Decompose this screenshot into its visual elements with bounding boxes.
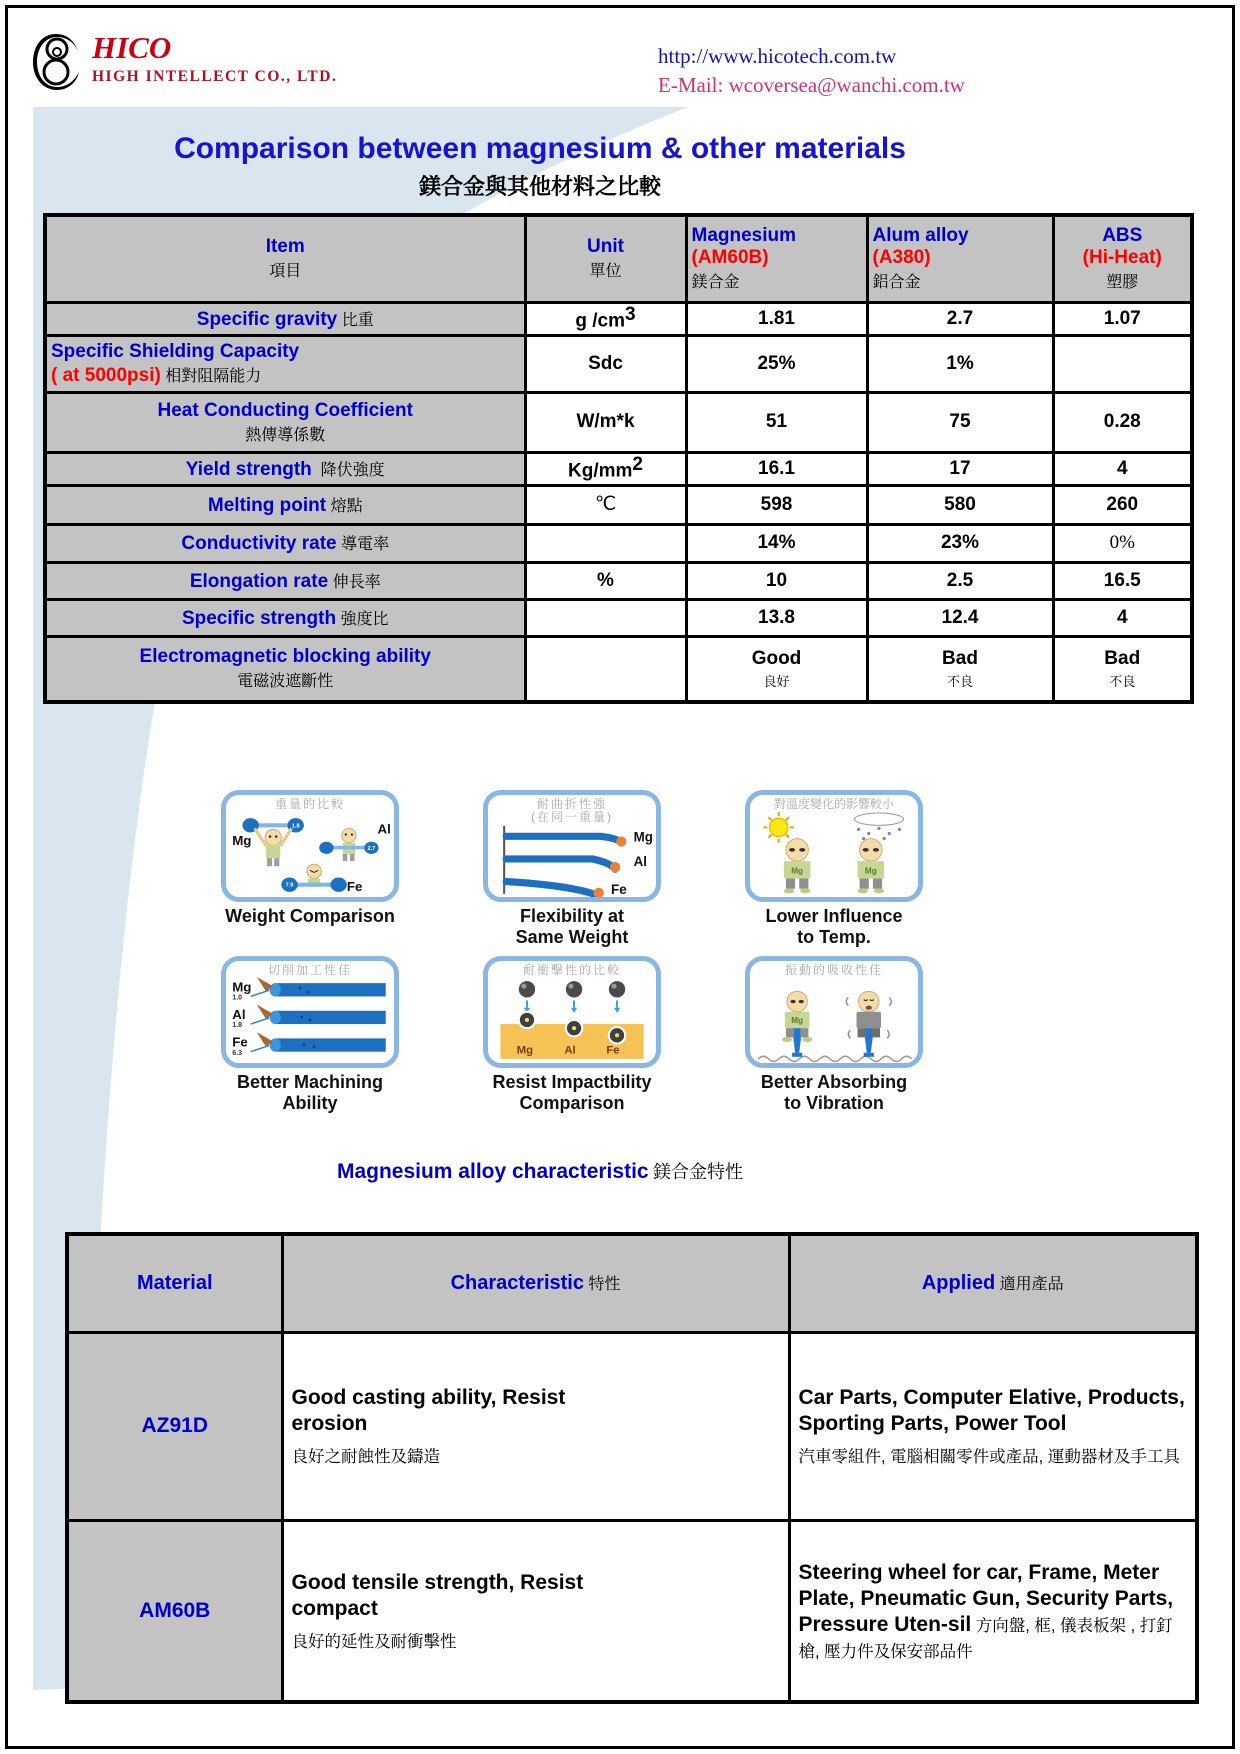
header-material: Material (67, 1234, 282, 1332)
website-link[interactable]: http://www.hicotech.com.tw (658, 44, 897, 68)
svg-text:Al: Al (377, 821, 391, 837)
row-specific-gravity: Specific gravity 比重 g $/cm^3$ 1.81 2.7 1.07 (45, 302, 1192, 335)
applied-cell: Car Parts, Computer Elative, Products, Sporting Parts, Power Tool 汽車零組件, 電腦相關零件或產品, 運動器材及手工具 (789, 1332, 1197, 1520)
row-specific-strength: Specific strength 強度比 13.8 12.4 4 (45, 599, 1192, 636)
email-link[interactable]: E-Mail: wcoversea@wanchi.com.tw (658, 73, 965, 97)
row-yield-strength: Yield strength 降伏強度 $Kg/mm^2$ 16.1 17 4 (45, 452, 1192, 485)
svg-text:Mg: Mg (864, 866, 877, 876)
logo-subtitle: HIGH INTELLECT CO., LTD. (92, 68, 338, 85)
svg-text:6.3: 6.3 (232, 1048, 243, 1057)
impact-resist-illustration (489, 977, 655, 1065)
svg-text:Fe: Fe (346, 878, 363, 894)
panel-caption-2: Comparison (519, 1093, 625, 1113)
svg-text:Mg: Mg (516, 1044, 534, 1057)
panel-impact-resist (467, 956, 677, 1114)
panel-caption: Better Machining (236, 1072, 383, 1092)
header-unit: Unit 單位 (525, 215, 686, 302)
panel-title-zh: 重量的比較 (274, 797, 345, 811)
svg-text:Mg: Mg (791, 1016, 804, 1026)
comparison-table (43, 213, 1194, 704)
row-heat-conducting: Heat Conducting Coefficient 熱傳導係數 W/m*k 51 75 0.28 (45, 392, 1192, 452)
svg-text:1.0: 1.0 (232, 993, 243, 1002)
material-name: AZ91D (67, 1332, 282, 1520)
company-logo (30, 32, 337, 92)
svg-text:Mg: Mg (232, 979, 252, 995)
hico-logo-icon (30, 32, 82, 92)
temp-influence-illustration (751, 811, 917, 899)
row-shielding-capacity: Specific Shielding Capacity ( at 5000psi) 相對阻隔能力 Sdc 25% 1% (45, 335, 1192, 392)
svg-text:Mg: Mg (232, 832, 252, 848)
panel-title-zh-2: (在同一重量) (531, 810, 613, 824)
header-abs: ABS (Hi-Heat) 塑膠 (1053, 215, 1192, 302)
svg-text:1.8: 1.8 (232, 1021, 243, 1030)
page-subtitle-zh: 鎂合金與其他材料之比較 (418, 174, 661, 199)
page-title: Comparison between magnesium & other materials (174, 132, 906, 165)
header-magnesium: Magnesium (AM60B) 鎂合金 (686, 215, 867, 302)
panel-caption: Better Absorbing (760, 1072, 908, 1092)
characteristic-cell: Good casting ability, Resist erosion 良好之耐蝕性及鑄造 (282, 1332, 789, 1520)
section-heading (0, 1158, 1080, 1184)
panel-caption: Flexibility at (519, 906, 625, 926)
svg-text:Al: Al (633, 854, 648, 870)
svg-text:Mg: Mg (633, 829, 653, 845)
contact-block (658, 42, 965, 100)
panel-weight-comparison (205, 790, 415, 948)
illustration-grid (205, 790, 975, 1114)
svg-text:1.8: 1.8 (291, 823, 300, 830)
logo-name: HICO (92, 30, 172, 65)
row-melting-point: Melting point 熔點 ℃ 598 580 260 (45, 485, 1192, 524)
panel-vibration-absorbing (729, 956, 939, 1114)
panel-temp-influence (729, 790, 939, 948)
weight-comparison-illustration (227, 811, 393, 899)
row-elongation-rate: Elongation rate 伸長率 % 10 2.5 16.5 (45, 562, 1192, 599)
panel-flexibility (467, 790, 677, 948)
panel-machining (205, 956, 415, 1114)
header-applied: Applied 適用產品 (789, 1234, 1197, 1332)
svg-text:2.7: 2.7 (367, 845, 376, 852)
panel-title-zh: 振動的吸收性佳 (784, 963, 883, 977)
panel-title-zh: 切削加工性佳 (267, 963, 352, 977)
panel-title-zh: 耐曲折性強 (536, 797, 607, 811)
header-alum-alloy: Alum alloy (A380) 鋁合金 (867, 215, 1053, 302)
flexibility-illustration (489, 824, 655, 898)
panel-caption-2: Same Weight (515, 927, 629, 947)
panel-caption-2: Ability (282, 1093, 338, 1113)
alloy-row-am60b (67, 1520, 1197, 1702)
alloy-table (65, 1232, 1199, 1704)
alloy-table-header-row (67, 1234, 1197, 1332)
material-name: AM60B (67, 1520, 282, 1702)
svg-text:Mg: Mg (791, 866, 804, 876)
characteristic-cell: Good tensile strength, Resist compact 良好的延性及耐衝擊性 (282, 1520, 789, 1702)
machining-illustration (227, 977, 393, 1065)
alloy-row-az91d (67, 1332, 1197, 1520)
panel-caption: Lower Influence (765, 906, 903, 926)
comparison-table-header-row (45, 215, 1192, 302)
svg-text:Fe: Fe (611, 881, 627, 897)
vibration-absorbing-illustration (751, 977, 917, 1065)
svg-text:7.9: 7.9 (285, 882, 294, 889)
section-heading-zh: 鎂合金特性 (653, 1162, 744, 1182)
panel-caption-2: to Temp. (797, 927, 871, 947)
panel-title-zh: 耐衝擊性的比較 (522, 963, 621, 977)
header-item: Item 項目 (45, 215, 525, 302)
svg-text:Fe: Fe (606, 1044, 620, 1057)
section-heading-en: Magnesium alloy characteristic (336, 1160, 649, 1183)
panel-caption: Resist Impactbility (492, 1072, 652, 1092)
panel-caption-2: to Vibration (784, 1093, 884, 1113)
svg-text:Al: Al (232, 1006, 246, 1022)
svg-text:Al: Al (564, 1044, 576, 1057)
applied-cell: Steering wheel for car, Frame, Meter Plate, Pneumatic Gun, Security Parts, Pressure Uten-sil 方向盤, 框, 儀表板架 , 打釘槍, 壓力件及保安部品件 (789, 1520, 1197, 1702)
row-conductivity-rate: Conductivity rate 導電率 14% 23% 0% (45, 524, 1192, 562)
panel-caption: Weight Comparison (225, 906, 395, 926)
svg-text:Fe: Fe (232, 1034, 248, 1050)
row-electromagnetic-blocking: Electromagnetic blocking ability 電磁波遮斷性 Good 良好 Bad 不良 Bad 不良 (45, 636, 1192, 702)
header-characteristic: Characteristic 特性 (282, 1234, 789, 1332)
panel-title-zh: 對溫度變化的影響較小 (773, 797, 894, 811)
